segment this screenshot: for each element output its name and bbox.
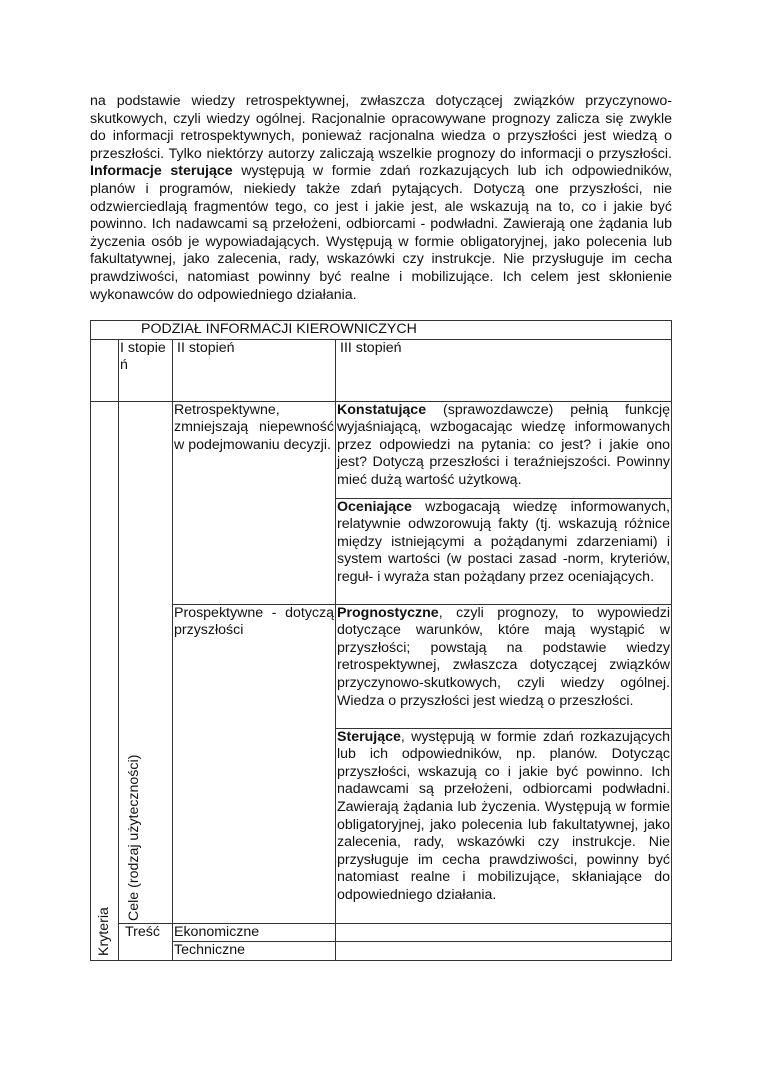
description: , czyli prognozy, to wypowiedzi dotyczące warunków, które mają wystąpić w przyszłości; powstają na podstawie wiedzy retrospektywnej, zwłaszcza dotyczącej związków przyczynowo-skutkowych, czyli wiedzy ogólnej. Wiedza o przyszłości jest wiedzą o przeszłości. <box>337 604 671 709</box>
classification-table <box>90 320 672 961</box>
description: wzbogacają wiedzę informowanych, relatywnie odwzorowują fakty (tj. wskazują różnice między istniejącymi a pożądanymi zdarzeniami) i system wartości (w postaci zasad -norm, kryteriów, reguł- i wyraża stan pożądany przez oceniających. <box>337 498 671 585</box>
description: (sprawozdawcze) pełnią funkcję wyjaśniającą, wzbogacając wiedzę informowanych przez odpowiedzi na pytania: co jest? i jakie ono jest? Dotyczą przeszłości i teraźniejszości. Powinny mieć dużą wartość użytkową. <box>337 401 671 488</box>
row-oceniajace <box>336 498 672 604</box>
row-sterujace <box>336 728 672 923</box>
table-title: PODZIAŁ INFORMACJI KIEROWNICZYCH <box>91 321 672 340</box>
retrospective-cell: Retrospektywne, zmniejszają niepewność w podejmowaniu decyzji. <box>173 401 336 604</box>
term: Sterujące <box>337 728 401 745</box>
header-second-degree: II stopień <box>173 339 336 401</box>
table-row <box>91 942 672 961</box>
term: Prognostyczne <box>337 604 439 621</box>
table-row <box>91 604 672 728</box>
paragraph-text: na podstawie wiedzy retrospektywnej, zwłaszcza dotyczącej związków przyczynowo-skutkowych, czyli wiedzy ogólnej. Racjonalnie opracowywane prognozy zalicza się zwykle do informacji retrospektywnych, ponieważ racjonalna wiedza o przyszłości jest wiedzą o przeszłości. Tylko niektórzy autorzy zaliczają wszelkie prognozy do informacji o przyszłości. <box>90 93 672 162</box>
goals-label: Cele (rodzaj użyteczności) <box>125 754 142 921</box>
table-title-row <box>91 321 672 340</box>
technical-cell: Techniczne <box>173 942 336 961</box>
table-header-row <box>91 339 672 401</box>
term: Konstatujące <box>337 401 427 418</box>
header-empty <box>91 339 119 401</box>
paragraph-text-continued: występują w formie zdań rozkazujących lub ich odpowiedników, planów i programów, niekiedy także zdań pytających. Dotyczą one przyszłości, nie odzwierciedlają fragmentów tego, co jest i jakie jest, ale wskazują na to, co i jakie być powinno. Ich nadawcami są przełożeni, odbiorcami - podwładni. Zawierają one żądania lub życzenia osób je wypowiadających. Występują w formie obligatoryjnej, jako polecenia lub fakultatywnej, jako zalecenia, rady, wskazówki czy instrukcje. Nie przysługuje im cecha prawdziwości, natomiast powinny być realne i mobilizujące. Ich celem jest skłonienie wykonawców do odpowiedniego działania. <box>90 163 673 303</box>
row-konstatujace <box>336 401 672 498</box>
criteria-label: Kryteria <box>95 907 112 957</box>
empty-cell <box>336 942 672 961</box>
description: , występują w formie zdań rozkazujących lub ich odpowiedników, np. planów. Dotycząc przyszłości, wskazują co i jakie być powinno. Ich nadawcami są przełożeni, odbiorcami podwładni. Zawierają żądania lub życzenia. Występują w formie obligatoryjnej, jako polecenia lub fakultatywnej, jako zalecenia, rady, wskazówki czy instrukcje. Nie przysługuje im cecha prawdziwości, powinny być natomiast realne i mobilizujące, skłaniające do odpowiedniego działania. <box>337 728 671 903</box>
goals-cell <box>119 401 173 923</box>
empty-cell <box>336 923 672 942</box>
header-third-degree: III stopień <box>336 339 672 401</box>
table-row <box>91 923 672 942</box>
economic-cell: Ekonomiczne <box>173 923 336 942</box>
row-prognostyczne <box>336 604 672 728</box>
paragraph-bold-term: Informacje sterujące <box>90 163 233 180</box>
body-paragraph <box>90 93 672 304</box>
header-first-degree: I stopień <box>119 339 173 401</box>
content-cell: Treść <box>119 923 173 960</box>
term: Oceniające <box>337 498 412 515</box>
table-row <box>91 401 672 498</box>
criteria-cell <box>91 401 119 960</box>
prospective-cell: Prospektywne - dotyczą przyszłości <box>173 604 336 923</box>
